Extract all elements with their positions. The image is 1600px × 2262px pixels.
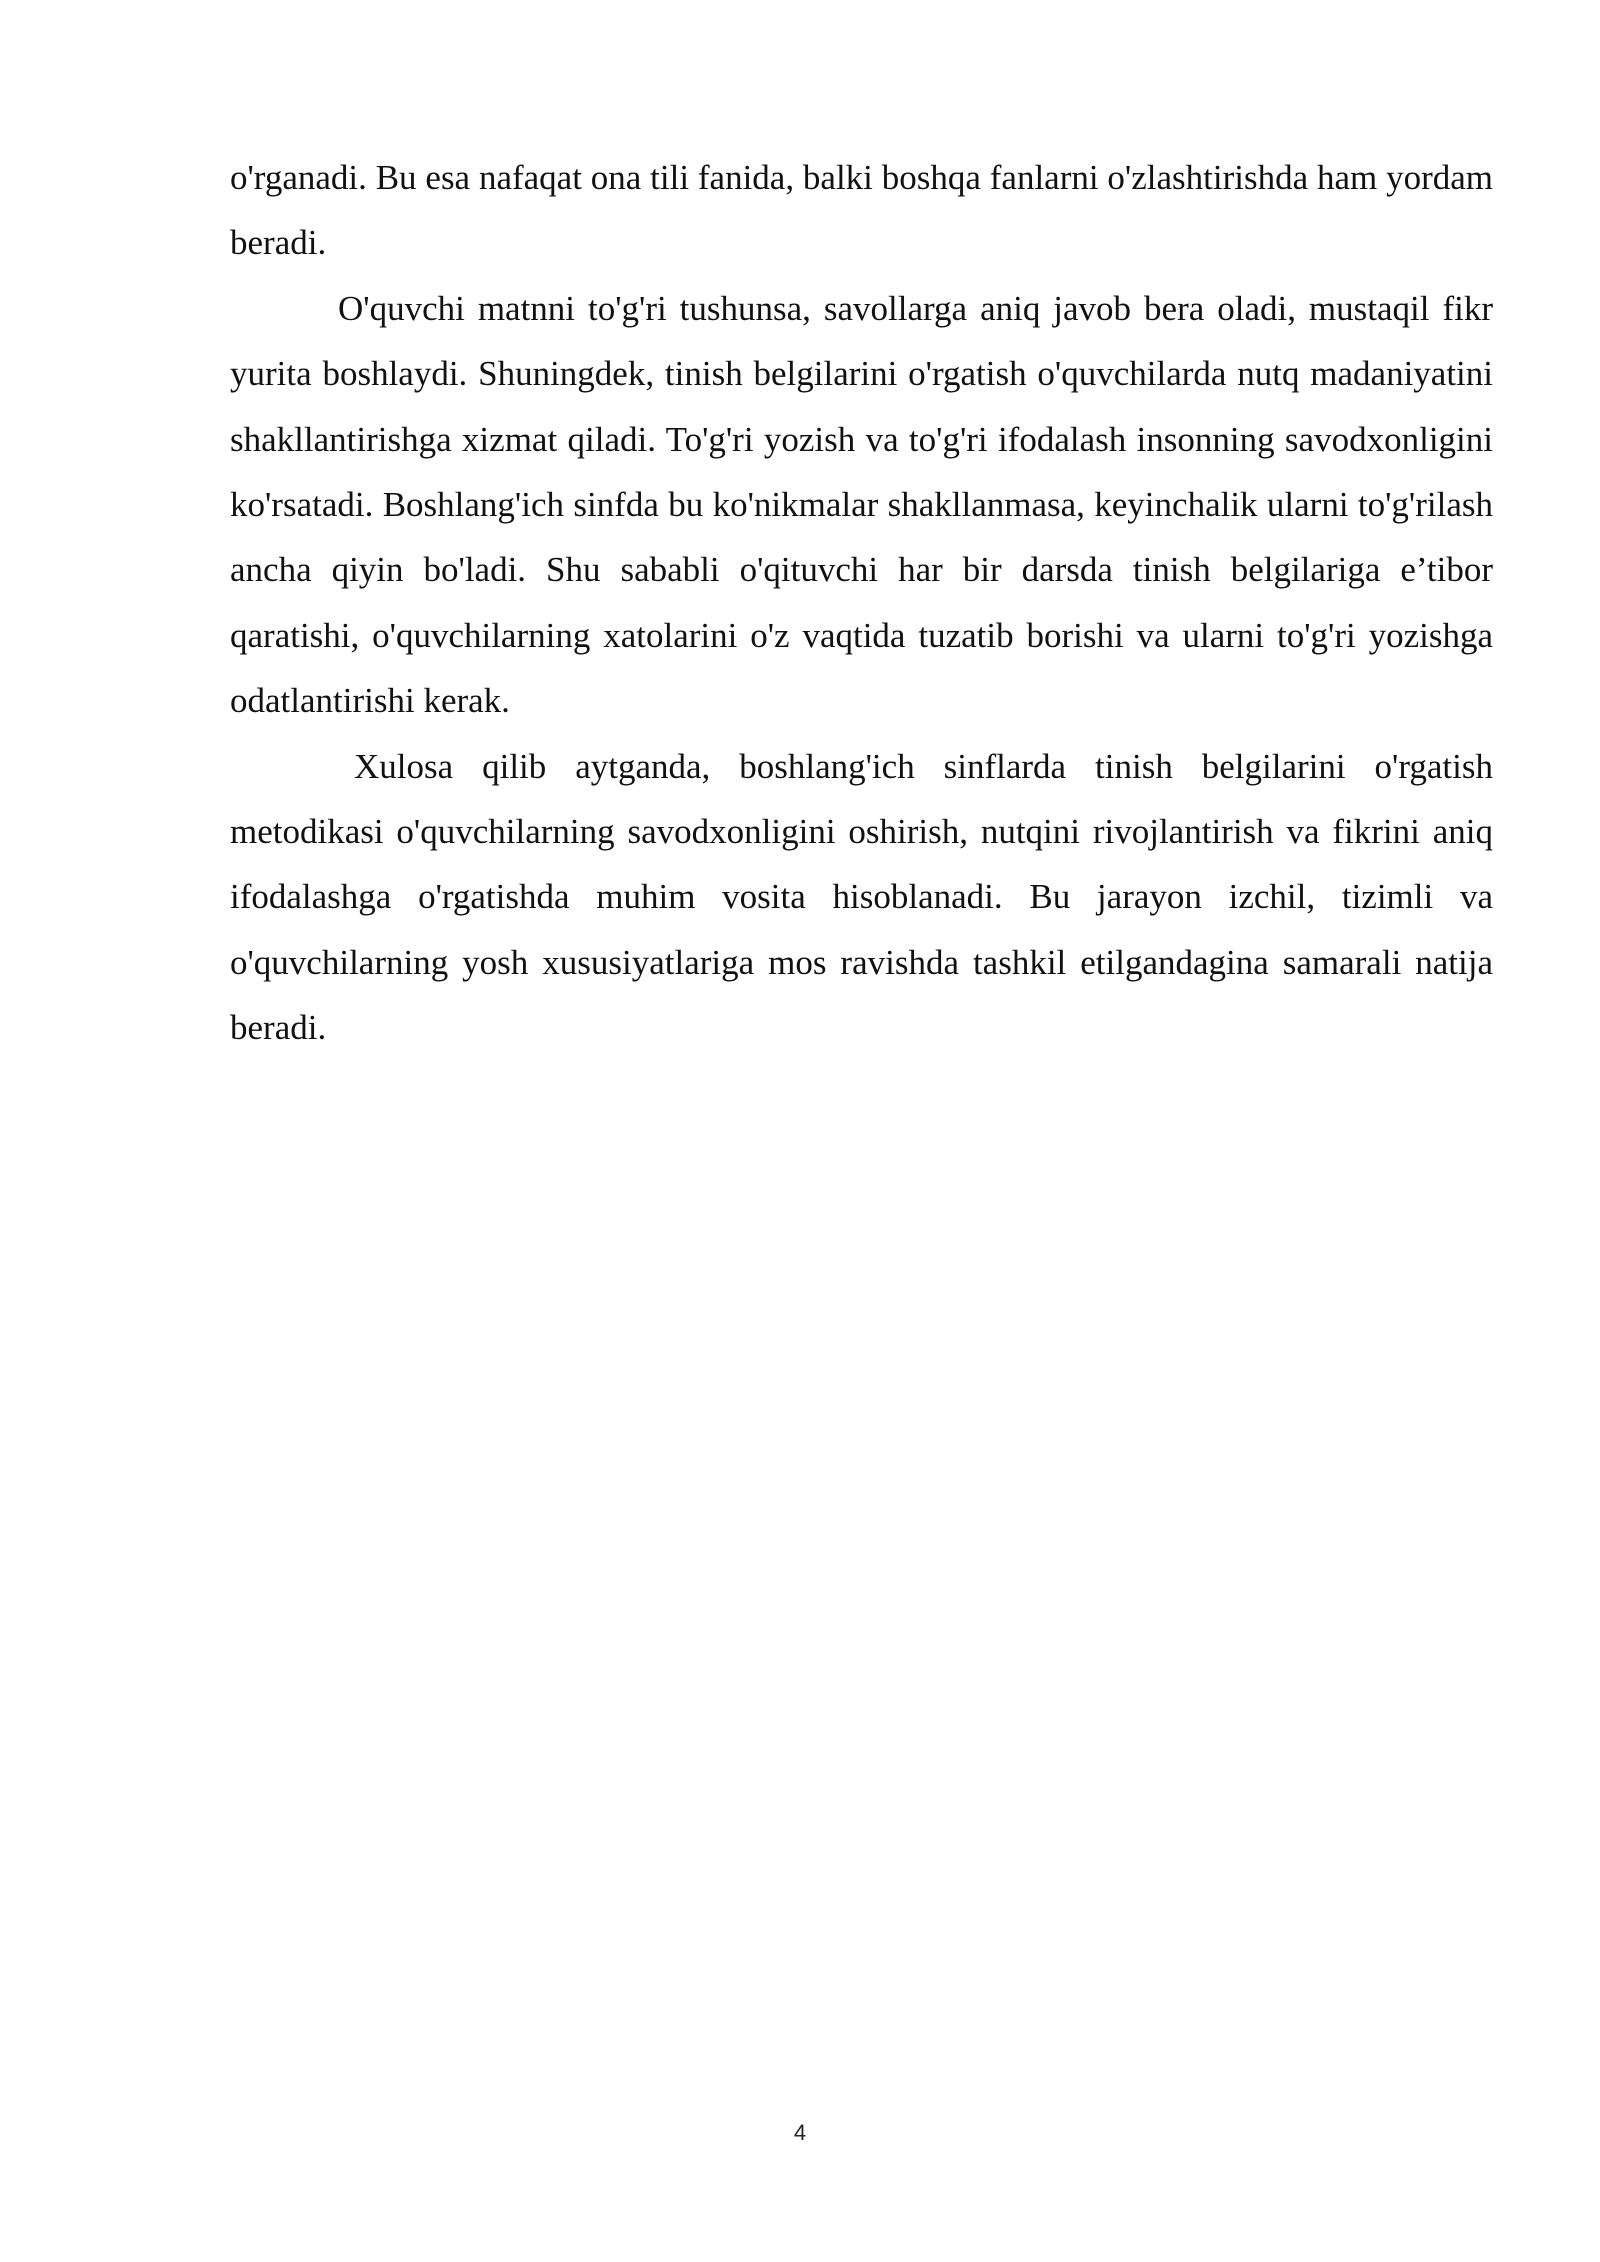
paragraph-reading-comprehension: O'quvchi matnni to'g'ri tushunsa, savollarga aniq javob bera oladi, mustaqil fikr yurita boshlaydi. Shuningdek, tinish belgilarini o'rgatish o'quvchilarda nutq madaniyatini shakllantirishga xizmat qiladi. To'g'ri yozish va to'g'ri ifodalash insonning savodxonligini ko'rsatadi. Boshlang'ich sinfda bu ko'nikmalar shakllanmasa, keyinchalik ularni to'g'rilash ancha qiyin bo'ladi. Shu sababli o'qituvchi har bir darsda tinish belgilariga e’tibor qaratishi, o'quvchilarning xatolarini o'z vaqtida tuzatib borishi va ularni to'g'ri yozishga odatlantirishi kerak. — [230, 288, 1493, 721]
paragraph-conclusion: Xulosa qilib aytganda, boshlang'ich sinflarda tinish belgilarini o'rgatish metodikasi o'quvchilarning savodxonligini oshirish, nutqini rivojlantirish va fikrini aniq ifodalashga o'rgatishda muhim vosita hisoblanadi. Bu jarayon izchil, tizimli va o'quvchilarning yosh xususiyatlariga mos ravishda tashkil etilgandagina samarali natija beradi. — [230, 746, 1493, 1048]
document-body — [230, 145, 1493, 1061]
paragraph-continuation: o'rganadi. Bu esa nafaqat ona tili fanida, balki boshqa fanlarni o'zlashtirishda ham yordam beradi. — [230, 158, 1493, 263]
page-number: 4 — [793, 2120, 807, 2145]
